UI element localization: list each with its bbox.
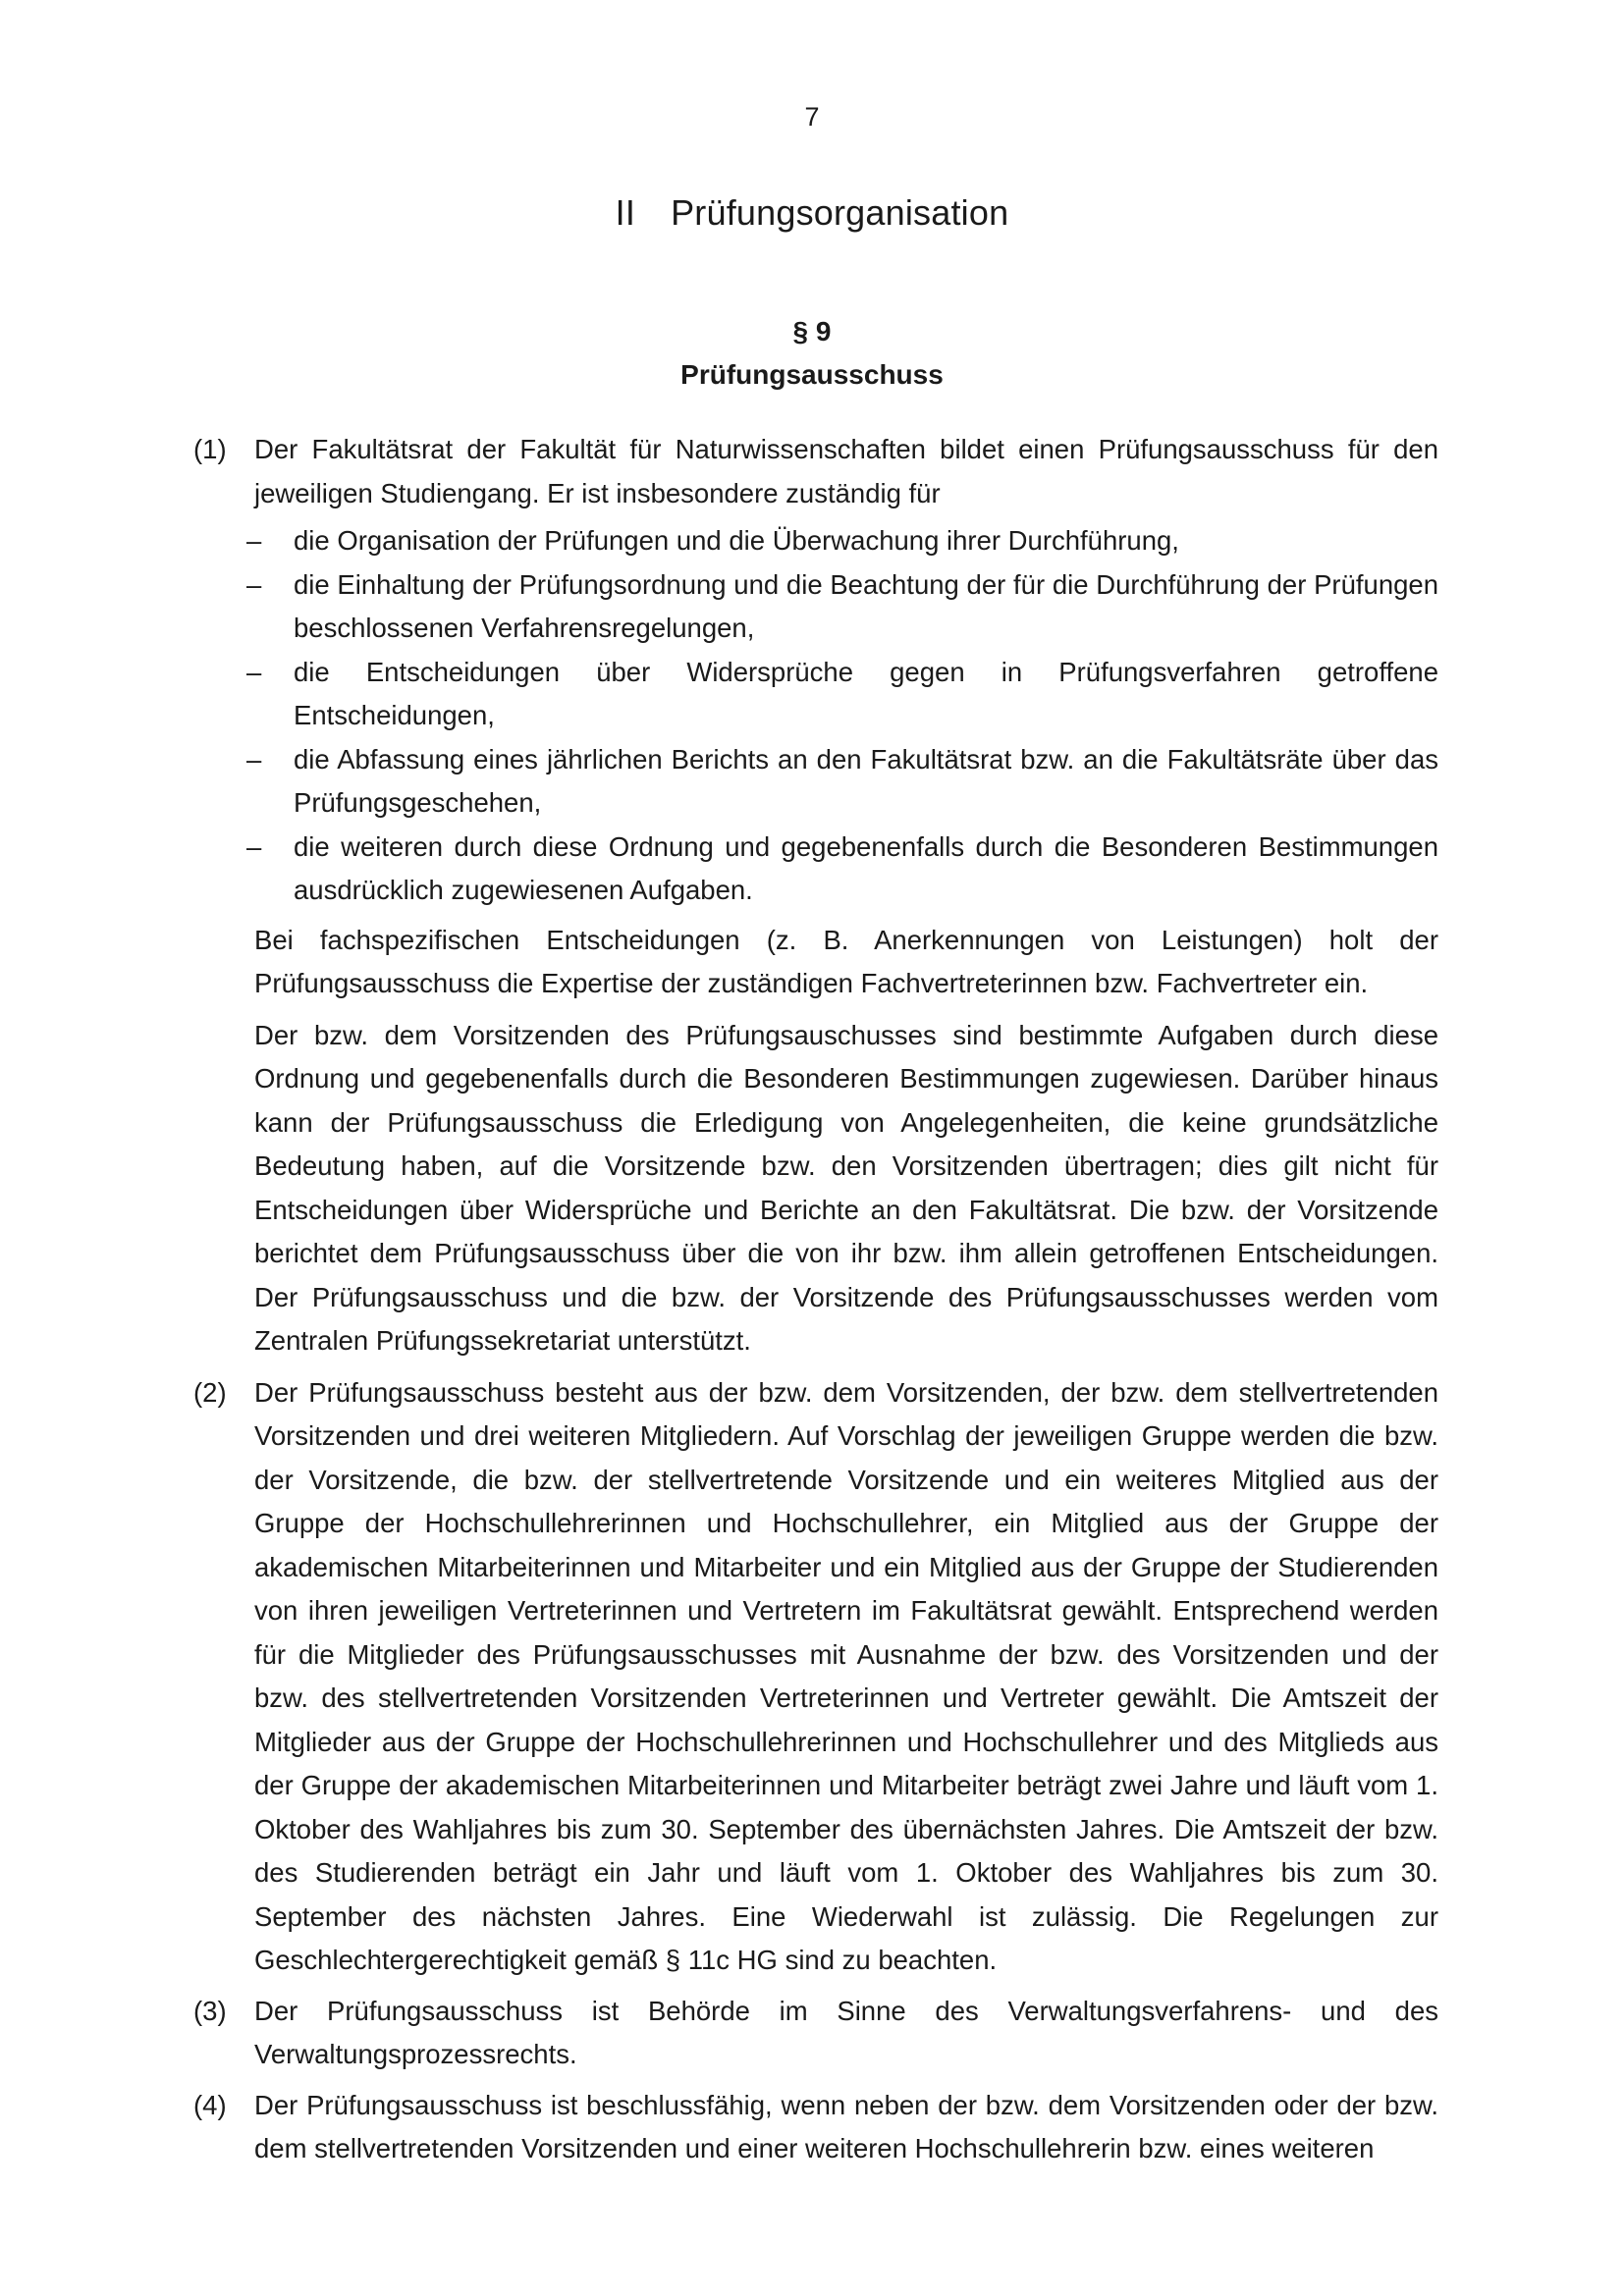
list-item: – die Einhaltung der Prüfungsordnung und die Beachtung der für die Durchführung der Prüfungen beschlossenen Verfahrensregelungen, <box>254 563 1438 651</box>
chapter-number: II <box>615 192 636 233</box>
paragraph-intro: Der Fakultätsrat der Fakultät für Naturwissenschaften bildet einen Prüfungsausschuss für den jeweiligen Studiengang. Er ist insbesondere zuständig für <box>254 434 1438 508</box>
list-item: – die Abfassung eines jährlichen Berichts an den Fakultätsrat bzw. an die Fakultätsräte über das Prüfungsgeschehen, <box>254 738 1438 826</box>
paragraph-text: Der Prüfungsausschuss ist beschlussfähig, wenn neben der bzw. dem Vorsitzenden oder der bzw. dem stellvertretenden Vorsitzenden und einer weiteren Hochschullehrerin bzw. eines weiteren <box>254 2089 1438 2163</box>
chapter-title: Prüfungsorganisation <box>671 192 1009 233</box>
section-heading <box>0 310 1624 397</box>
paragraph-number: (3) <box>193 1995 227 2026</box>
paragraph-2 <box>193 1371 1438 1983</box>
paragraph-text: Der Prüfungsausschuss besteht aus der bzw. dem Vorsitzenden, der bzw. dem stellvertretenden Vorsitzenden und drei weiteren Mitgliedern. Auf Vorschlag der jeweiligen Gruppe werden die bzw. der Vorsitzende, die bzw. der stellvertretende Vorsitzende und ein weiteres Mitglied aus der Gruppe der Hochschullehrerinnen und Hochschullehrer, ein Mitglied aus der Gruppe der akademischen Mitarbeiterinnen und Mitarbeiter und ein Mitglied aus der Gruppe der Studierenden von ihren jeweiligen Vertreterinnen und Vertretern im Fakultätsrat gewählt. Entsprechend werden für die Mitglieder des Prüfungsausschusses mit Ausnahme der bzw. des Vorsitzenden und der bzw. des stellvertretenden Vorsitzenden Vertreterinnen und Vertreter gewählt. Die Amtszeit der Mitglieder aus der Gruppe der Hochschullehrerinnen und Hochschullehrer und des Mitglieds aus der Gruppe der akademischen Mitarbeiterinnen und Mitarbeiter beträgt zwei Jahre und läuft vom 1. Oktober des Wahljahres bis zum 30. September des übernächsten Jahres. Die Amtszeit der bzw. des Studierenden beträgt ein Jahr und läuft vom 1. Oktober des Wahljahres bis zum 30. September des nächsten Jahres. Eine Wiederwahl ist zulässig. Die Regelungen zur Geschlechtergerechtigkeit gemäß § 11c HG sind zu beachten. <box>254 1376 1438 1975</box>
paragraph-text: Der Prüfungsausschuss ist Behörde im Sinne des Verwaltungsverfahrens- und des Verwaltungsprozessrechts. <box>254 1995 1438 2069</box>
paragraph-3 <box>193 1990 1438 2077</box>
body-text <box>0 428 1624 2178</box>
paragraph-text: Der bzw. dem Vorsitzenden des Prüfungsauschusses sind bestimmte Aufgaben durch diese Ordnung und gegebenenfalls durch die Besonderen Bestimmungen zugewiesen. Darüber hinaus kann der Prüfungsausschuss die Erledigung von Angelegenheiten, die keine grundsätzliche Bedeutung haben, auf die Vorsitzende bzw. den Vorsitzenden übertragen; dies gilt nicht für Entscheidungen über Widersprüche und Berichte an den Fakultätsrat. Die bzw. der Vorsitzende berichtet dem Prüfungsausschuss über die von ihr bzw. ihm allein getroffenen Entscheidungen. Der Prüfungsausschuss und die bzw. der Vorsitzende des Prüfungsausschusses werden vom Zentralen Prüfungssekretariat unterstützt. <box>254 1019 1438 1356</box>
section-title: Prüfungsausschuss <box>680 359 944 390</box>
list-item: – die Organisation der Prüfungen und die Überwachung ihrer Durchführung, <box>254 519 1438 563</box>
paragraph-number: (2) <box>193 1376 227 1408</box>
list-item: – die weiteren durch diese Ordnung und gegebenenfalls durch die Besonderen Bestimmungen ausdrücklich zugewiesenen Aufgaben. <box>254 826 1438 913</box>
dash-bullet: – <box>246 656 262 687</box>
dash-bullet: – <box>246 743 262 774</box>
dash-bullet: – <box>246 525 262 556</box>
section-symbol: § 9 <box>792 316 832 347</box>
paragraph-4 <box>193 2084 1438 2171</box>
dash-bullet: – <box>246 830 262 862</box>
paragraph-text: Bei fachspezifischen Entscheidungen (z. B. Anerkennungen von Leistungen) holt der Prüfungsausschuss die Expertise der zuständigen Fachvertreterinnen bzw. Fachvertreter ein. <box>254 924 1438 998</box>
page-number: 7 <box>804 102 820 132</box>
duties-list <box>246 519 1438 913</box>
list-item: – die Entscheidungen über Widersprüche gegen in Prüfungsverfahren getroffene Entscheidungen, <box>254 651 1438 738</box>
paragraph-1 <box>193 428 1438 1363</box>
paragraph-number: (4) <box>193 2089 227 2120</box>
paragraph-number: (1) <box>193 434 227 464</box>
dash-bullet: – <box>246 568 262 600</box>
chapter-heading <box>0 192 1624 234</box>
